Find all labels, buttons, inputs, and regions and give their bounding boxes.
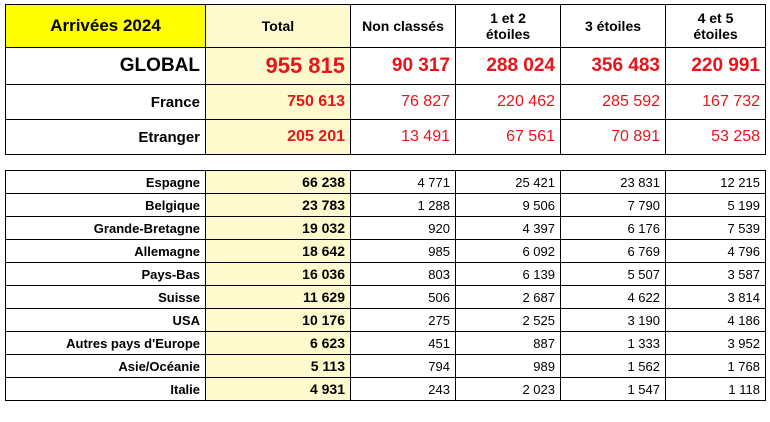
cell-value: 4 622 <box>561 286 666 309</box>
cell-value: 12 215 <box>666 171 766 194</box>
cell-value: 288 024 <box>456 48 561 85</box>
cell-value: 6 176 <box>561 217 666 240</box>
cell-value: 451 <box>351 332 456 355</box>
row-label: France <box>6 85 206 120</box>
table-row <box>6 217 766 240</box>
summary-row-etranger <box>6 120 766 155</box>
cell-value: 794 <box>351 355 456 378</box>
summary-row-global <box>6 48 766 85</box>
cell-value: 23 831 <box>561 171 666 194</box>
cell-value: 4 796 <box>666 240 766 263</box>
row-total: 955 815 <box>206 48 351 85</box>
table-row <box>6 309 766 332</box>
column-header-non-classes: Non classés <box>351 5 456 48</box>
table-row <box>6 332 766 355</box>
cell-value: 3 814 <box>666 286 766 309</box>
cell-value: 220 991 <box>666 48 766 85</box>
cell-value: 985 <box>351 240 456 263</box>
country-label: USA <box>6 309 206 332</box>
cell-value: 6 092 <box>456 240 561 263</box>
cell-value: 6 769 <box>561 240 666 263</box>
country-label: Pays-Bas <box>6 263 206 286</box>
country-label: Allemagne <box>6 240 206 263</box>
column-header-1-2-etoiles <box>456 5 561 48</box>
table-title: Arrivées 2024 <box>6 5 206 48</box>
cell-value: 989 <box>456 355 561 378</box>
cell-value: 275 <box>351 309 456 332</box>
cell-value: 3 587 <box>666 263 766 286</box>
table-row <box>6 171 766 194</box>
cell-value: 3 952 <box>666 332 766 355</box>
country-label: Belgique <box>6 194 206 217</box>
cell-value: 920 <box>351 217 456 240</box>
cell-value: 5 199 <box>666 194 766 217</box>
cell-value: 1 288 <box>351 194 456 217</box>
cell-value: 243 <box>351 378 456 401</box>
country-label: Asie/Océanie <box>6 355 206 378</box>
cell-value: 167 732 <box>666 85 766 120</box>
cell-value: 1 562 <box>561 355 666 378</box>
column-header-total: Total <box>206 5 351 48</box>
cell-value: 9 506 <box>456 194 561 217</box>
column-header-3-etoiles: 3 étoiles <box>561 5 666 48</box>
country-total: 4 931 <box>206 378 351 401</box>
cell-value: 7 790 <box>561 194 666 217</box>
country-total: 19 032 <box>206 217 351 240</box>
cell-value: 90 317 <box>351 48 456 85</box>
header-text: 1 et 2 étoiles <box>485 10 531 42</box>
country-table <box>5 170 766 401</box>
cell-value: 356 483 <box>561 48 666 85</box>
cell-value: 1 118 <box>666 378 766 401</box>
header-row <box>6 5 766 48</box>
cell-value: 2 525 <box>456 309 561 332</box>
table-row <box>6 378 766 401</box>
table-row <box>6 355 766 378</box>
cell-value: 5 507 <box>561 263 666 286</box>
cell-value: 3 190 <box>561 309 666 332</box>
cell-value: 67 561 <box>456 120 561 155</box>
summary-row-france <box>6 85 766 120</box>
row-total: 750 613 <box>206 85 351 120</box>
country-total: 6 623 <box>206 332 351 355</box>
row-label: GLOBAL <box>6 48 206 85</box>
cell-value: 4 186 <box>666 309 766 332</box>
cell-value: 285 592 <box>561 85 666 120</box>
table-row <box>6 194 766 217</box>
cell-value: 76 827 <box>351 85 456 120</box>
cell-value: 7 539 <box>666 217 766 240</box>
cell-value: 13 491 <box>351 120 456 155</box>
cell-value: 803 <box>351 263 456 286</box>
cell-value: 887 <box>456 332 561 355</box>
country-label: Suisse <box>6 286 206 309</box>
cell-value: 70 891 <box>561 120 666 155</box>
country-label: Italie <box>6 378 206 401</box>
cell-value: 1 547 <box>561 378 666 401</box>
table-row <box>6 263 766 286</box>
cell-value: 1 333 <box>561 332 666 355</box>
country-total: 23 783 <box>206 194 351 217</box>
table-row <box>6 286 766 309</box>
row-label: Etranger <box>6 120 206 155</box>
cell-value: 25 421 <box>456 171 561 194</box>
cell-value: 4 397 <box>456 217 561 240</box>
cell-value: 220 462 <box>456 85 561 120</box>
header-text: 4 et 5 étoiles <box>693 10 738 42</box>
cell-value: 2 687 <box>456 286 561 309</box>
table-row <box>6 240 766 263</box>
country-label: Autres pays d'Europe <box>6 332 206 355</box>
cell-value: 6 139 <box>456 263 561 286</box>
country-total: 5 113 <box>206 355 351 378</box>
country-total: 16 036 <box>206 263 351 286</box>
country-label: Espagne <box>6 171 206 194</box>
cell-value: 4 771 <box>351 171 456 194</box>
column-header-4-5-etoiles <box>666 5 766 48</box>
country-total: 66 238 <box>206 171 351 194</box>
cell-value: 506 <box>351 286 456 309</box>
country-label: Grande-Bretagne <box>6 217 206 240</box>
cell-value: 2 023 <box>456 378 561 401</box>
cell-value: 1 768 <box>666 355 766 378</box>
country-total: 10 176 <box>206 309 351 332</box>
row-total: 205 201 <box>206 120 351 155</box>
country-total: 11 629 <box>206 286 351 309</box>
country-total: 18 642 <box>206 240 351 263</box>
cell-value: 53 258 <box>666 120 766 155</box>
summary-table <box>5 4 766 155</box>
